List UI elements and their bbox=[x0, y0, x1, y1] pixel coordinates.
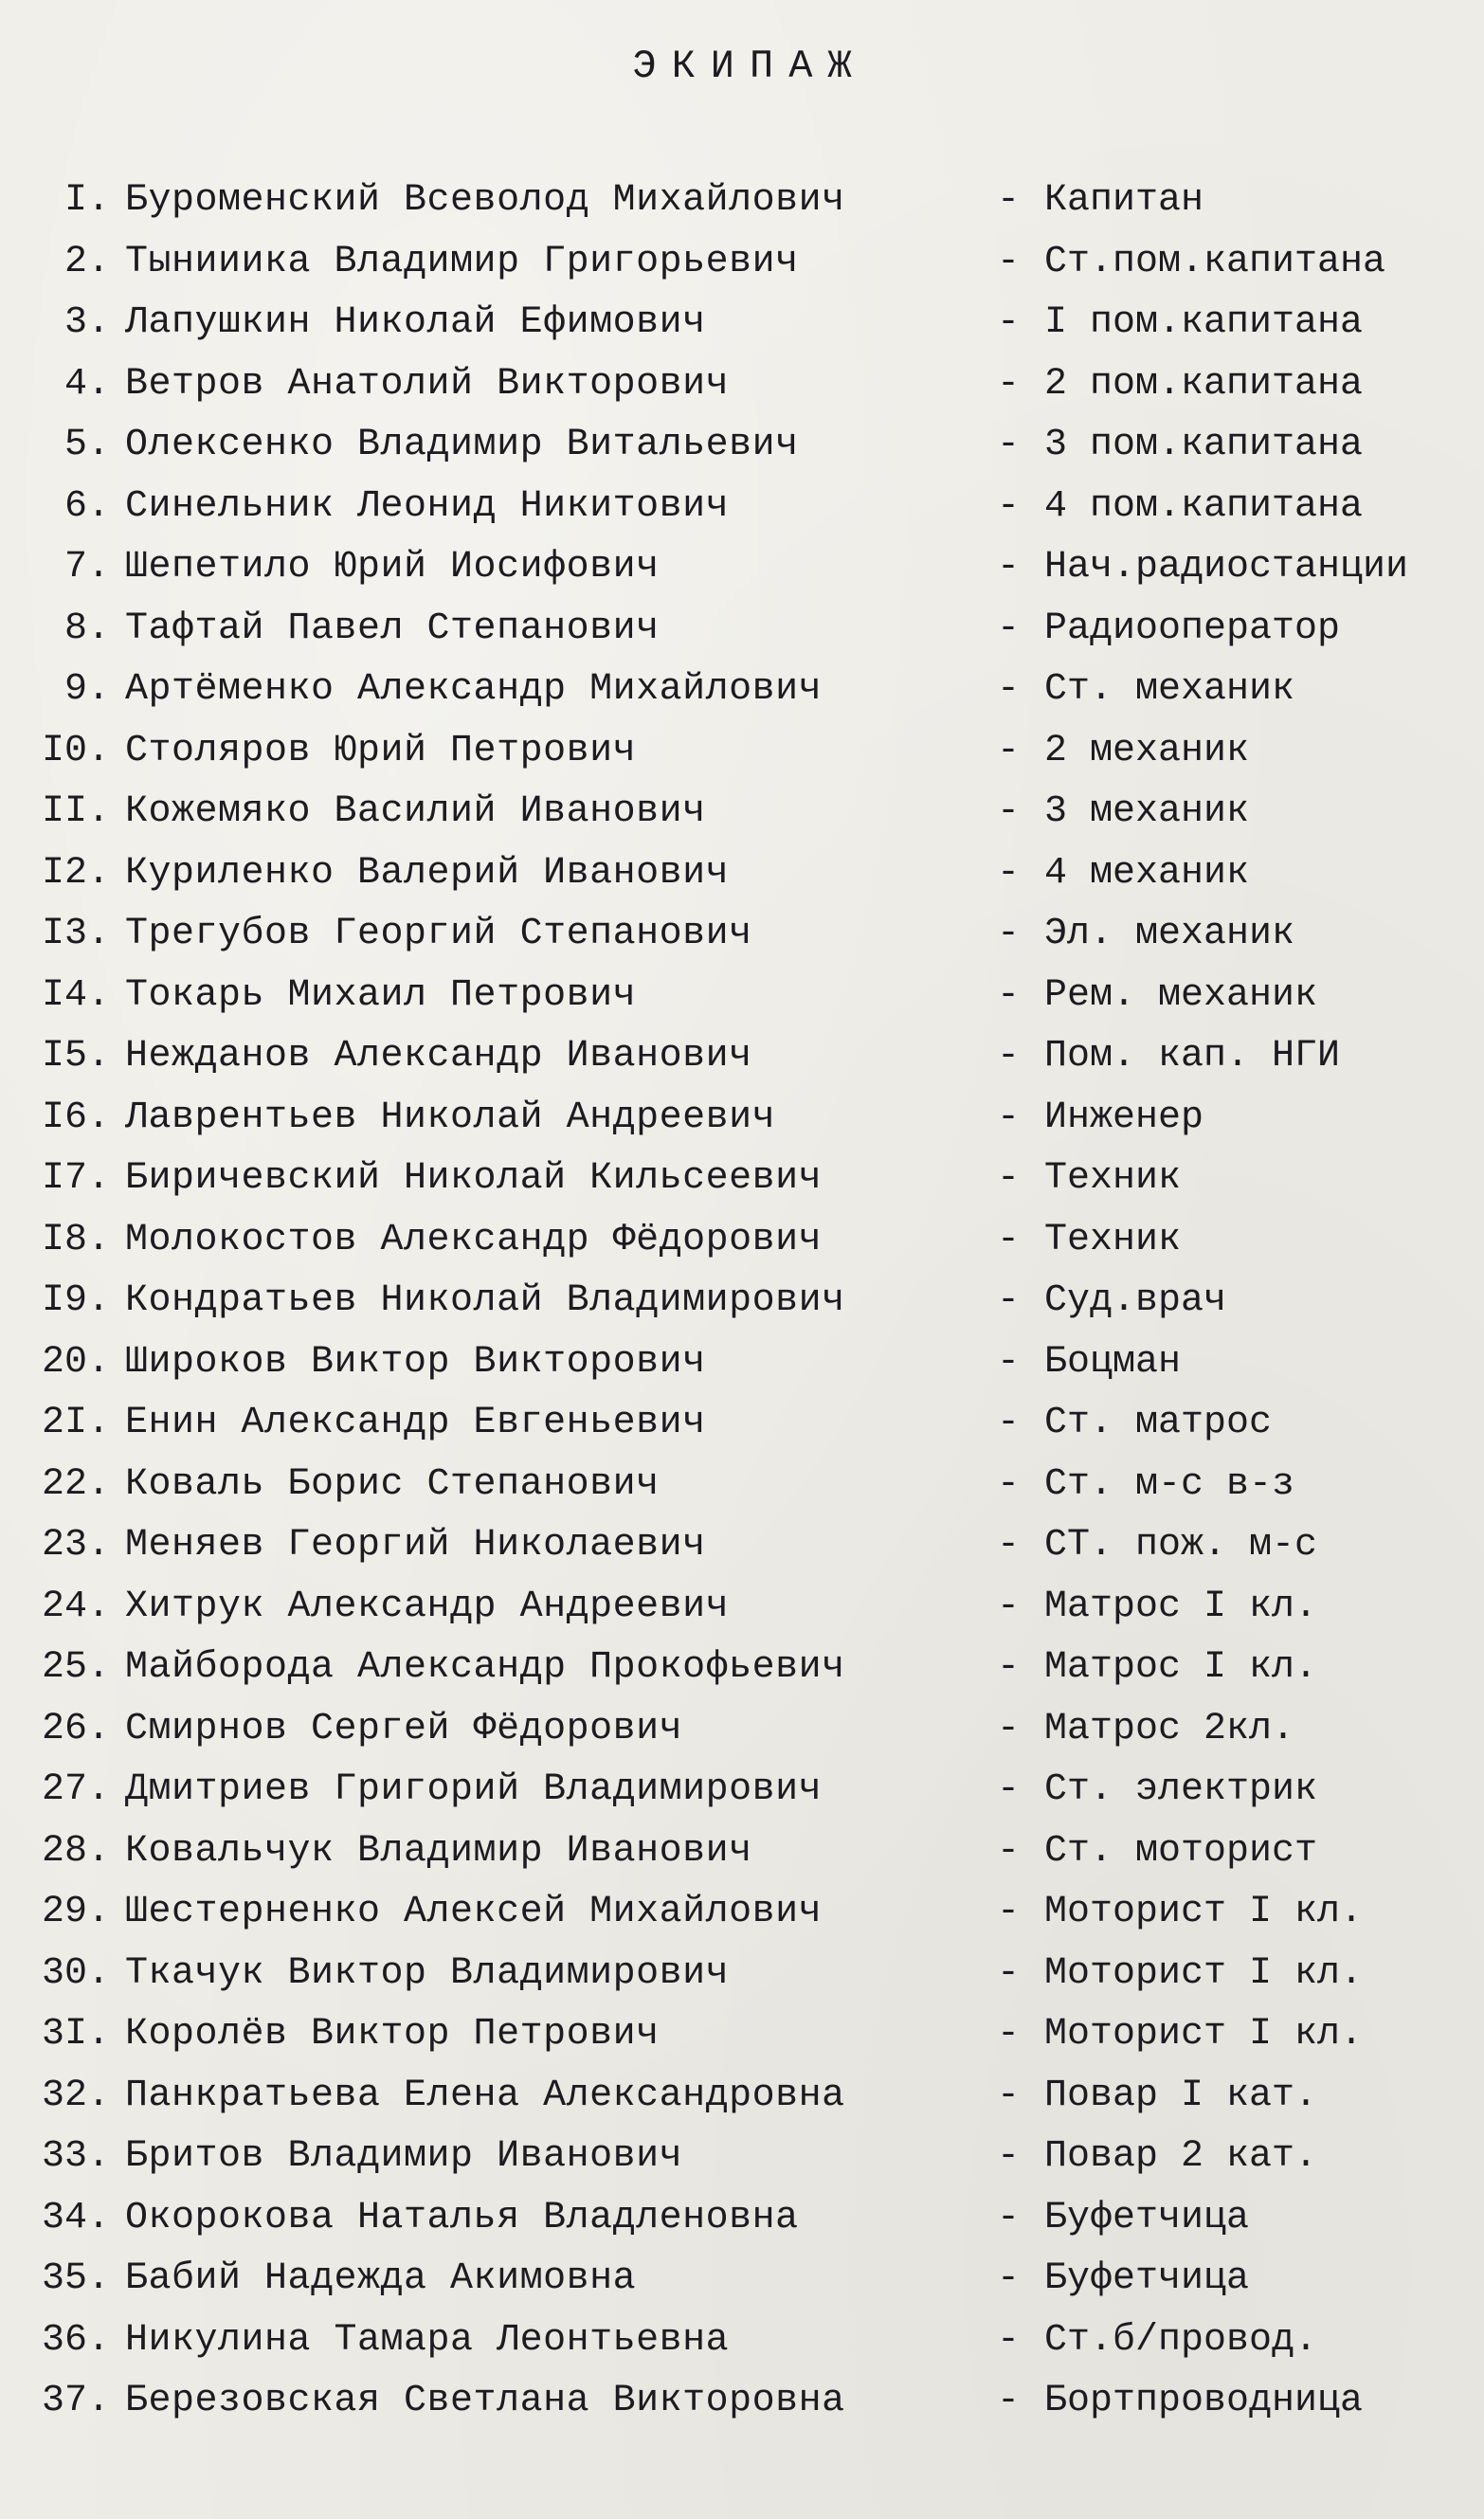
crew-role: Ст.б/провод. bbox=[1044, 2318, 1318, 2362]
crew-name: Енин Александр Евгеньевич bbox=[125, 1402, 706, 1444]
crew-row bbox=[0, 537, 1484, 599]
crew-number: 29. bbox=[41, 1891, 110, 1933]
crew-role: Пом. кап. НГИ bbox=[1044, 1035, 1341, 1078]
crew-name: Ветров Анатолий Викторович bbox=[125, 362, 730, 406]
crew-role: I пом.капитана bbox=[1044, 301, 1364, 344]
crew-row bbox=[0, 232, 1484, 294]
role-dash: - bbox=[997, 1218, 1021, 1261]
crew-number: 28. bbox=[41, 1829, 110, 1873]
crew-name: Широков Виктор Викторович bbox=[125, 1340, 706, 1384]
crew-name: Меняев Георгий Николаевич bbox=[125, 1524, 706, 1567]
crew-role: 3 механик bbox=[1044, 790, 1250, 833]
crew-name: Ковальчук Владимир Иванович bbox=[125, 1829, 752, 1873]
crew-row bbox=[0, 2371, 1484, 2433]
role-dash: - bbox=[997, 1096, 1021, 1139]
crew-number: 8. bbox=[63, 607, 110, 650]
crew-role: Инженер bbox=[1044, 1096, 1204, 1139]
role-dash: - bbox=[997, 2380, 1021, 2422]
crew-name: Бабий Надежда Акимовна bbox=[125, 2257, 637, 2300]
role-dash: - bbox=[997, 1585, 1021, 1628]
crew-row bbox=[0, 354, 1484, 416]
crew-role: Моторист I кл. bbox=[1044, 2013, 1364, 2056]
role-dash: - bbox=[997, 240, 1021, 283]
crew-row bbox=[0, 599, 1484, 661]
role-dash: - bbox=[997, 1279, 1021, 1322]
crew-number: 33. bbox=[41, 2135, 110, 2178]
crew-name: Окорокова Наталья Владленовна bbox=[125, 2196, 799, 2239]
role-dash: - bbox=[997, 2135, 1021, 2178]
crew-number: 3. bbox=[63, 301, 110, 344]
crew-name: Молокостов Александр Фёдорович bbox=[125, 1218, 823, 1261]
crew-name: Кожемяко Василий Иванович bbox=[125, 790, 706, 833]
crew-number: I8. bbox=[41, 1218, 110, 1261]
crew-number: 4. bbox=[63, 362, 110, 406]
crew-name: Тынииика Владимир Григорьевич bbox=[125, 240, 799, 283]
role-dash: - bbox=[997, 790, 1021, 833]
crew-name: Коваль Борис Степанович bbox=[125, 1462, 660, 1506]
crew-role: 2 пом.капитана bbox=[1044, 362, 1364, 406]
crew-number: I5. bbox=[41, 1035, 110, 1078]
crew-row bbox=[0, 1882, 1484, 1944]
crew-name: Трегубов Георгий Степанович bbox=[125, 913, 752, 955]
page-title: ЭКИПАЖ bbox=[632, 44, 867, 89]
crew-role: 4 пом.капитана bbox=[1044, 484, 1364, 528]
crew-role: Ст. электрик bbox=[1044, 1768, 1318, 1811]
crew-name: Королёв Виктор Петрович bbox=[125, 2013, 660, 2056]
crew-number: 25. bbox=[41, 1646, 110, 1689]
role-dash: - bbox=[997, 607, 1021, 650]
crew-name: Никулина Тамара Леонтьевна bbox=[125, 2318, 730, 2362]
crew-row bbox=[0, 1271, 1484, 1332]
role-dash: - bbox=[997, 1707, 1021, 1750]
crew-name: Ткачук Виктор Владимирович bbox=[125, 1951, 730, 1995]
crew-name: Биричевский Николай Кильсеевич bbox=[125, 1157, 823, 1200]
crew-row bbox=[0, 2127, 1484, 2188]
crew-role: Повар 2 кат. bbox=[1044, 2135, 1318, 2178]
crew-name: Столяров Юрий Петрович bbox=[125, 729, 637, 772]
crew-row bbox=[0, 1026, 1484, 1088]
crew-row bbox=[0, 1760, 1484, 1821]
role-dash: - bbox=[997, 729, 1021, 772]
role-dash: - bbox=[997, 1157, 1021, 1200]
crew-row bbox=[0, 1393, 1484, 1455]
crew-row bbox=[0, 2311, 1484, 2372]
crew-row bbox=[0, 2066, 1484, 2128]
crew-name: Куриленко Валерий Иванович bbox=[125, 851, 730, 895]
crew-number: 7. bbox=[63, 546, 110, 589]
crew-name: Олексенко Владимир Витальевич bbox=[125, 424, 799, 466]
crew-name: Шепетило Юрий Иосифович bbox=[125, 546, 660, 589]
crew-row bbox=[0, 1577, 1484, 1639]
crew-name: Шестерненко Алексей Михайлович bbox=[125, 1891, 823, 1933]
crew-number: 2. bbox=[63, 240, 110, 283]
crew-name: Дмитриев Григорий Владимирович bbox=[125, 1768, 823, 1811]
crew-number: 35. bbox=[41, 2257, 110, 2300]
crew-row bbox=[0, 1149, 1484, 1210]
crew-number: I0. bbox=[41, 729, 110, 772]
crew-row bbox=[0, 966, 1484, 1027]
crew-number: 34. bbox=[41, 2196, 110, 2239]
crew-number: I3. bbox=[41, 913, 110, 955]
role-dash: - bbox=[997, 1891, 1021, 1933]
crew-role: Матрос I кл. bbox=[1044, 1646, 1318, 1689]
role-dash: - bbox=[997, 301, 1021, 344]
crew-role: Техник bbox=[1044, 1157, 1182, 1200]
role-dash: - bbox=[997, 2074, 1021, 2117]
crew-name: Кондратьев Николай Владимирович bbox=[125, 1279, 845, 1322]
crew-name: Майборода Александр Прокофьевич bbox=[125, 1646, 845, 1689]
crew-row bbox=[0, 843, 1484, 905]
crew-role: Буфетчица bbox=[1044, 2257, 1250, 2300]
crew-row bbox=[0, 1638, 1484, 1699]
crew-role: Ст.пом.капитана bbox=[1044, 240, 1386, 283]
crew-row bbox=[0, 1944, 1484, 2005]
crew-row bbox=[0, 2249, 1484, 2311]
role-dash: - bbox=[997, 2257, 1021, 2300]
crew-role: Капитан bbox=[1044, 179, 1204, 222]
role-dash: - bbox=[997, 1646, 1021, 1689]
crew-row bbox=[0, 660, 1484, 721]
role-dash: - bbox=[997, 484, 1021, 528]
role-dash: - bbox=[997, 1951, 1021, 1995]
crew-name: Березовская Светлана Викторовна bbox=[125, 2380, 845, 2422]
crew-name: Бритов Владимир Иванович bbox=[125, 2135, 683, 2178]
crew-number: I2. bbox=[41, 851, 110, 895]
role-dash: - bbox=[997, 1768, 1021, 1811]
crew-number: 2I. bbox=[41, 1402, 110, 1444]
crew-name: Лаврентьев Николай Андреевич bbox=[125, 1096, 776, 1139]
crew-number: 37. bbox=[41, 2380, 110, 2422]
crew-row bbox=[0, 1699, 1484, 1761]
crew-number: 3I. bbox=[41, 2013, 110, 2056]
crew-role: Ст. механик bbox=[1044, 668, 1295, 711]
crew-role: Ст. м-с в-з bbox=[1044, 1462, 1295, 1506]
crew-name: Буроменский Всеволод Михайлович bbox=[125, 179, 845, 222]
role-dash: - bbox=[997, 2013, 1021, 2056]
crew-role: СТ. пож. м-с bbox=[1044, 1524, 1318, 1567]
crew-row bbox=[0, 1515, 1484, 1577]
crew-number: 5. bbox=[63, 424, 110, 466]
crew-row bbox=[0, 721, 1484, 783]
crew-role: Радиооператор bbox=[1044, 607, 1341, 650]
crew-row bbox=[0, 1821, 1484, 1883]
crew-role: 3 пом.капитана bbox=[1044, 424, 1364, 466]
role-dash: - bbox=[997, 546, 1021, 589]
crew-name: Синельник Леонид Никитович bbox=[125, 484, 730, 528]
role-dash: - bbox=[997, 424, 1021, 466]
crew-number: 6. bbox=[63, 484, 110, 528]
crew-number: 9. bbox=[63, 668, 110, 711]
crew-role: Моторист I кл. bbox=[1044, 1951, 1364, 1995]
crew-number: I4. bbox=[41, 973, 110, 1017]
role-dash: - bbox=[997, 179, 1021, 222]
crew-row bbox=[0, 2004, 1484, 2066]
crew-role: Бортпроводница bbox=[1044, 2380, 1364, 2422]
crew-number: 20. bbox=[41, 1340, 110, 1384]
crew-number: 22. bbox=[41, 1462, 110, 1506]
crew-role: Техник bbox=[1044, 1218, 1182, 1261]
crew-name: Тафтай Павел Степанович bbox=[125, 607, 660, 650]
crew-name: Смирнов Сергей Фёдорович bbox=[125, 1707, 683, 1750]
role-dash: - bbox=[997, 1035, 1021, 1078]
crew-name: Артёменко Александр Михайлович bbox=[125, 668, 823, 711]
crew-role: Матрос 2кл. bbox=[1044, 1707, 1295, 1750]
crew-number: 36. bbox=[41, 2318, 110, 2362]
crew-role: Ст. моторист bbox=[1044, 1829, 1318, 1873]
role-dash: - bbox=[997, 2318, 1021, 2362]
crew-number: I6. bbox=[41, 1096, 110, 1139]
crew-number: I7. bbox=[41, 1157, 110, 1200]
crew-row bbox=[0, 293, 1484, 354]
crew-name: Панкратьева Елена Александровна bbox=[125, 2074, 845, 2117]
crew-number: 26. bbox=[41, 1707, 110, 1750]
crew-role: Буфетчица bbox=[1044, 2196, 1250, 2239]
role-dash: - bbox=[997, 1462, 1021, 1506]
crew-role: Эл. механик bbox=[1044, 913, 1295, 955]
role-dash: - bbox=[997, 1340, 1021, 1384]
role-dash: - bbox=[997, 1524, 1021, 1567]
crew-role: Рем. механик bbox=[1044, 973, 1318, 1017]
crew-name: Токарь Михаил Петрович bbox=[125, 973, 637, 1017]
crew-list bbox=[0, 171, 1484, 2433]
crew-name: Хитрук Александр Андреевич bbox=[125, 1585, 730, 1628]
crew-row bbox=[0, 415, 1484, 477]
crew-row bbox=[0, 1332, 1484, 1394]
crew-number: I9. bbox=[41, 1279, 110, 1322]
role-dash: - bbox=[997, 2196, 1021, 2239]
role-dash: - bbox=[997, 913, 1021, 955]
crew-row bbox=[0, 904, 1484, 966]
crew-row bbox=[0, 2188, 1484, 2250]
crew-number: II. bbox=[41, 790, 110, 833]
crew-role: Суд.врач bbox=[1044, 1279, 1227, 1322]
role-dash: - bbox=[997, 973, 1021, 1017]
role-dash: - bbox=[997, 668, 1021, 711]
role-dash: - bbox=[997, 362, 1021, 406]
role-dash: - bbox=[997, 1829, 1021, 1873]
crew-number: 23. bbox=[41, 1524, 110, 1567]
crew-role: Матрос I кл. bbox=[1044, 1585, 1318, 1628]
role-dash: - bbox=[997, 1402, 1021, 1444]
crew-name: Нежданов Александр Иванович bbox=[125, 1035, 752, 1078]
crew-role: Боцман bbox=[1044, 1340, 1182, 1384]
crew-number: 32. bbox=[41, 2074, 110, 2117]
crew-number: I. bbox=[63, 179, 110, 222]
crew-role: Ст. матрос bbox=[1044, 1402, 1273, 1444]
crew-role: 4 механик bbox=[1044, 851, 1250, 895]
crew-row bbox=[0, 782, 1484, 843]
crew-number: 30. bbox=[41, 1951, 110, 1995]
crew-row bbox=[0, 1088, 1484, 1150]
crew-role: Нач.радиостанции bbox=[1044, 546, 1409, 589]
crew-row bbox=[0, 477, 1484, 538]
role-dash: - bbox=[997, 851, 1021, 895]
crew-row bbox=[0, 1455, 1484, 1516]
crew-row bbox=[0, 1210, 1484, 1272]
crew-name: Лапушкин Николай Ефимович bbox=[125, 301, 706, 344]
crew-role: 2 механик bbox=[1044, 729, 1250, 772]
crew-number: 24. bbox=[41, 1585, 110, 1628]
crew-role: Моторист I кл. bbox=[1044, 1891, 1364, 1933]
crew-number: 27. bbox=[41, 1768, 110, 1811]
crew-row bbox=[0, 171, 1484, 232]
crew-role: Повар I кат. bbox=[1044, 2074, 1318, 2117]
